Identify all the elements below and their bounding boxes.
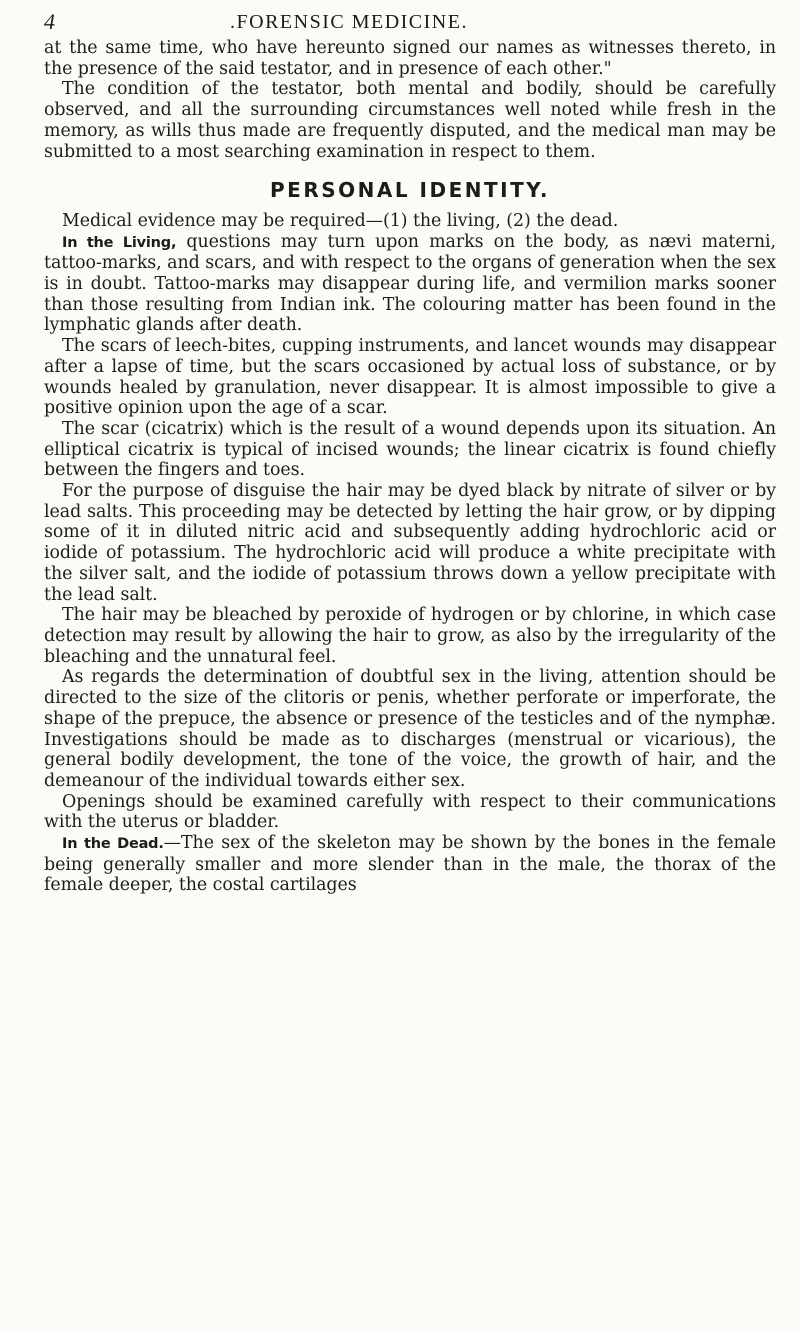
paragraph-doubtful-sex: As regards the determination of doubtful sex in the living, attention should be directed to the size of the clitoris or penis, whether perforate or imperforate, the shape of the prepuce, the absence or presence of the testicles and of the nymphæ. Investigations should be made as to discharges (menstrual or vicarious), the general bodily development, the tone of the voice, the growth of hair, and the demeanour of the individual towards either sex. <box>44 667 776 791</box>
paragraph-cicatrix: The scar (cicatrix) which is the result of a wound depends upon its situation. An elliptical cicatrix is typical of incised wounds; the linear cicatrix is found chiefly between the fingers and toes. <box>44 418 776 481</box>
paragraph-testator-condition: The condition of the testator, both mental and bodily, should be carefully observed, and all the surrounding circumstances well noted while fresh in the memory, as wills thus made are frequently disputed, and the medical man may be submitted to a most searching examination in respect to them. <box>44 79 776 162</box>
paragraph-living <box>44 232 776 337</box>
running-title: .FORENSIC MEDICINE. <box>230 11 468 33</box>
run-in-heading-living: In the Living, <box>62 234 177 251</box>
book-page <box>44 0 776 896</box>
paragraph-scars: The scars of leech-bites, cupping instruments, and lancet wounds may disappear after a lapse of time, but the scars occasioned by actual loss of substance, or by wounds healed by granulation, never disappear. It is almost impossible to give a positive opinion upon the age of a scar. <box>44 336 776 419</box>
run-in-heading-dead: In the Dead. <box>62 836 164 853</box>
paragraph-hair-disguise: For the purpose of disguise the hair may be dyed black by nitrate of silver or by lead salts. This proceeding may be detected by letting the hair grow, or by dipping some of it in diluted nitric acid and subsequently adding hydrochloric acid or iodide of potassium. The hydrochloric acid will produce a white precipitate with the silver salt, and the iodide of potassium throws down a yellow precipitate with the lead salt. <box>44 481 776 605</box>
paragraph-medical-evidence: Medical evidence may be required—(1) the living, (2) the dead. <box>62 210 619 231</box>
paragraph-openings: Openings should be examined carefully with respect to their communications with the uterus or bladder. <box>44 791 776 833</box>
paragraph-dead <box>44 833 776 896</box>
section-heading: PERSONAL IDENTITY. <box>270 178 550 203</box>
paragraph-living-text: questions may turn upon marks on the body, as nævi materni, tattoo-marks, and scars, and with respect to the organs of generation when the sex is in doubt. Tattoo-marks may disappear during life, and vermilion marks sooner than those resulting from Indian ink. The colouring matter has been found in the lymphatic glands after death. <box>44 231 776 336</box>
page-number: 4 <box>44 9 57 34</box>
running-head <box>44 0 776 36</box>
paragraph-dead-text: —The sex of the skeleton may be shown by the bones in the female being generally smaller and more slender than in the male, the thorax of the female deeper, the costal cartilages <box>44 833 776 896</box>
paragraph-hair-bleached: The hair may be bleached by peroxide of hydrogen or by chlorine, in which case detection may result by allowing the hair to grow, as also by the irregularity of the bleaching and the unnatural feel. <box>44 605 776 667</box>
paragraph-continuation: at the same time, who have hereunto signed our names as witnesses thereto, in the presence of the said testator, and in presence of each other." <box>44 38 776 79</box>
